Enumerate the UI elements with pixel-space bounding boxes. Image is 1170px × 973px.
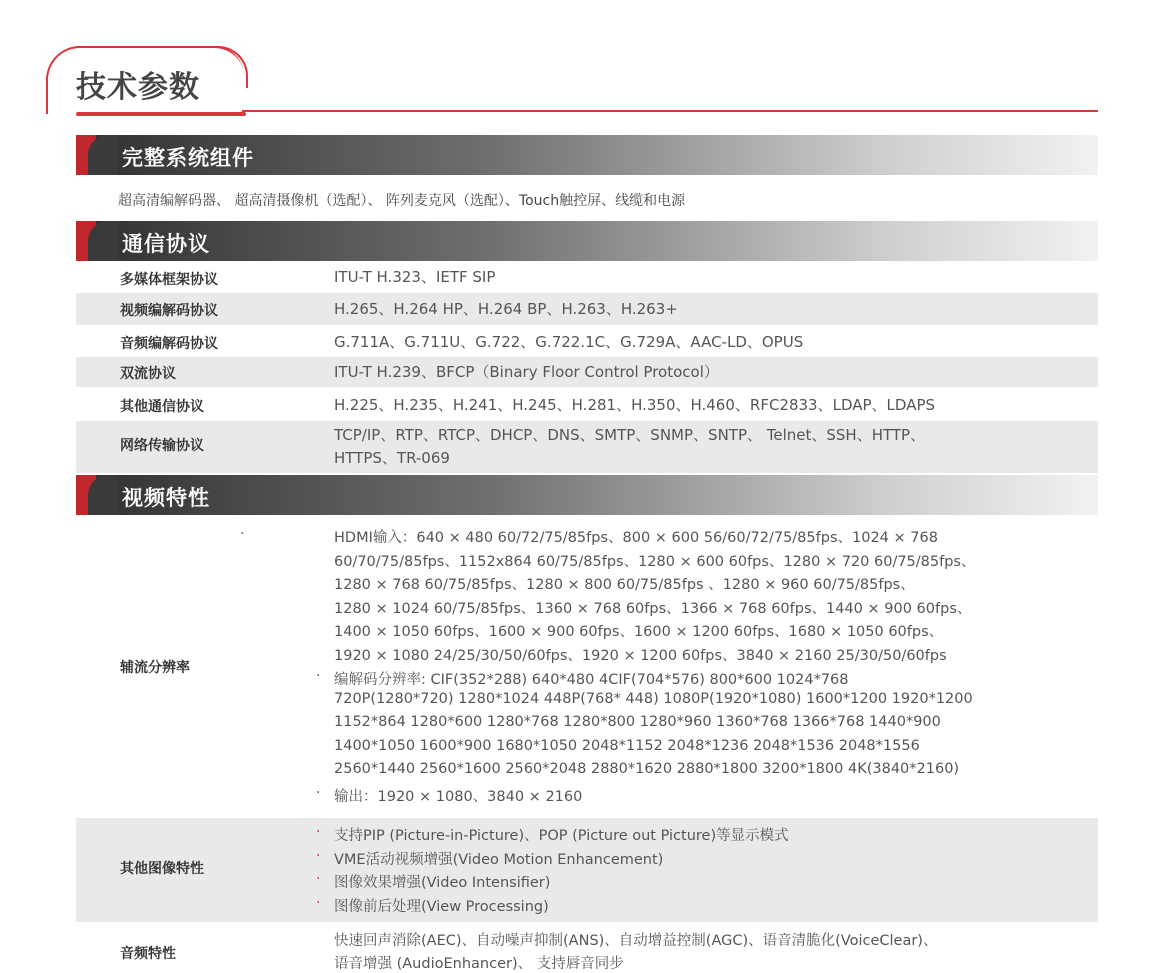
res-line: 编解码分辨率: CIF(352*288) 640*480 4CIF(704*576) 800*600 1024*768: [334, 672, 849, 688]
res-line: 1280 × 1024 60/75/85fps、1360 × 768 60fps、1366 × 768 60fps、1440 × 900 60fps、: [334, 601, 972, 617]
bullet-dot: ·: [316, 871, 321, 887]
image-line: 支持PIP (Picture-in-Picture)、POP (Picture out Picture)等显示模式: [334, 828, 789, 844]
spec-row: [76, 357, 1098, 387]
page-title-block: [46, 46, 1098, 118]
spec-row: [76, 421, 1098, 473]
spec-row: [76, 293, 1098, 325]
res-line: 1280 × 768 60/75/85fps、1280 × 800 60/75/85fps 、1280 × 960 60/75/85fps、: [334, 577, 915, 593]
title-rule: [242, 110, 1098, 112]
spec-key: 多媒体框架协议: [120, 272, 218, 288]
bullet-dot: ·: [240, 526, 245, 542]
audio-line: 语音增强 (AudioEnhancer)、 支持唇音同步: [334, 956, 624, 972]
audio-line: 快速回声消除(AEC)、自动噪声抑制(ANS)、自动增益控制(AGC)、语音清脆化(VoiceClear)、: [334, 933, 938, 949]
bullet-dot: ·: [316, 824, 321, 840]
res-line: HDMI输入：640 × 480 60/72/75/85fps、800 × 600 56/60/72/75/85fps、1024 × 768: [334, 530, 938, 546]
spec-value: H.225、H.235、H.241、H.245、H.281、H.350、H.460、RFC2833、LDAP、LDAPS: [334, 396, 936, 414]
image-line: 图像前后处理(View Processing): [334, 899, 549, 915]
bullet-dot: ·: [316, 848, 321, 864]
title-frame-corner: [206, 46, 248, 88]
image-line: 图像效果增强(Video Intensifier): [334, 875, 551, 891]
spec-value: G.711A、G.711U、G.722、G.722.1C、G.729A、AAC-LD、OPUS: [334, 333, 804, 351]
title-underline: [76, 112, 246, 116]
res-line: 输出：1920 × 1080、3840 × 2160: [334, 789, 583, 805]
system-components-text: 超高清编解码器、 超高清摄像机（选配）、 阵列麦克风（选配）、Touch触控屏、线缆和电源: [118, 193, 686, 209]
section-header-video: [76, 475, 1098, 515]
res-line: 1400*1050 1600*900 1680*1050 2048*1152 2048*1236 2048*1536 2048*1556: [334, 738, 920, 754]
res-line: 1920 × 1080 24/25/30/50/60fps、1920 × 1200 60fps、3840 × 2160 25/30/50/60fps: [334, 648, 947, 664]
spec-value-line: TCP/IP、RTP、RTCP、DHCP、DNS、SMTP、SNMP、SNTP、 Telnet、SSH、HTTP、: [334, 426, 926, 444]
spec-key: 视频编解码协议: [120, 303, 218, 319]
spec-value-line: HTTPS、TR-069: [334, 449, 450, 467]
spec-key: 音频编解码协议: [120, 336, 218, 352]
res-line: 720P(1280*720) 1280*1024 448P(768* 448) 1080P(1920*1080) 1600*1200 1920*1200: [334, 691, 973, 707]
section-title: 通信协议: [122, 232, 210, 256]
spec-value: [334, 424, 925, 470]
spec-row: [76, 325, 1098, 357]
page-title: 技术参数: [76, 70, 200, 105]
res-line: 1400 × 1050 60fps、1600 × 900 60fps、1600 × 1200 60fps、1680 × 1050 60fps、: [334, 624, 944, 640]
section-title: 视频特性: [122, 486, 210, 510]
res-line: 60/70/75/85fps、1152x864 60/75/85fps、1280 × 600 60fps、1280 × 720 60/75/85fps、: [334, 554, 976, 570]
spec-key: 双流协议: [120, 366, 176, 382]
spec-key: 网络传输协议: [120, 438, 204, 454]
section-header-comm: [76, 221, 1098, 261]
bullet-dot: ·: [316, 668, 321, 684]
res-line: 2560*1440 2560*1600 2560*2048 2880*1620 2880*1800 3200*1800 4K(3840*2160): [334, 761, 960, 777]
spec-key: 音频特性: [120, 946, 176, 962]
bullet-dot: ·: [316, 785, 321, 801]
section-title: 完整系统组件: [122, 146, 254, 170]
spec-row: [76, 387, 1098, 421]
spec-value: ITU-T H.323、IETF SIP: [334, 268, 496, 286]
spec-value: H.265、H.264 HP、H.264 BP、H.263、H.263+: [334, 300, 678, 318]
image-line: VME活动视频增强(Video Motion Enhancement): [334, 852, 664, 868]
section-header-system: [76, 135, 1098, 175]
spec-key: 辅流分辨率: [120, 660, 190, 676]
spec-key: 其他通信协议: [120, 399, 204, 415]
spec-value: ITU-T H.239、BFCP（Binary Floor Control Protocol）: [334, 363, 719, 381]
spec-row: [76, 263, 1098, 293]
bullet-dot: ·: [316, 895, 321, 911]
spec-key: 其他图像特性: [120, 861, 204, 877]
res-line: 1152*864 1280*600 1280*768 1280*800 1280*960 1360*768 1366*768 1440*900: [334, 714, 941, 730]
